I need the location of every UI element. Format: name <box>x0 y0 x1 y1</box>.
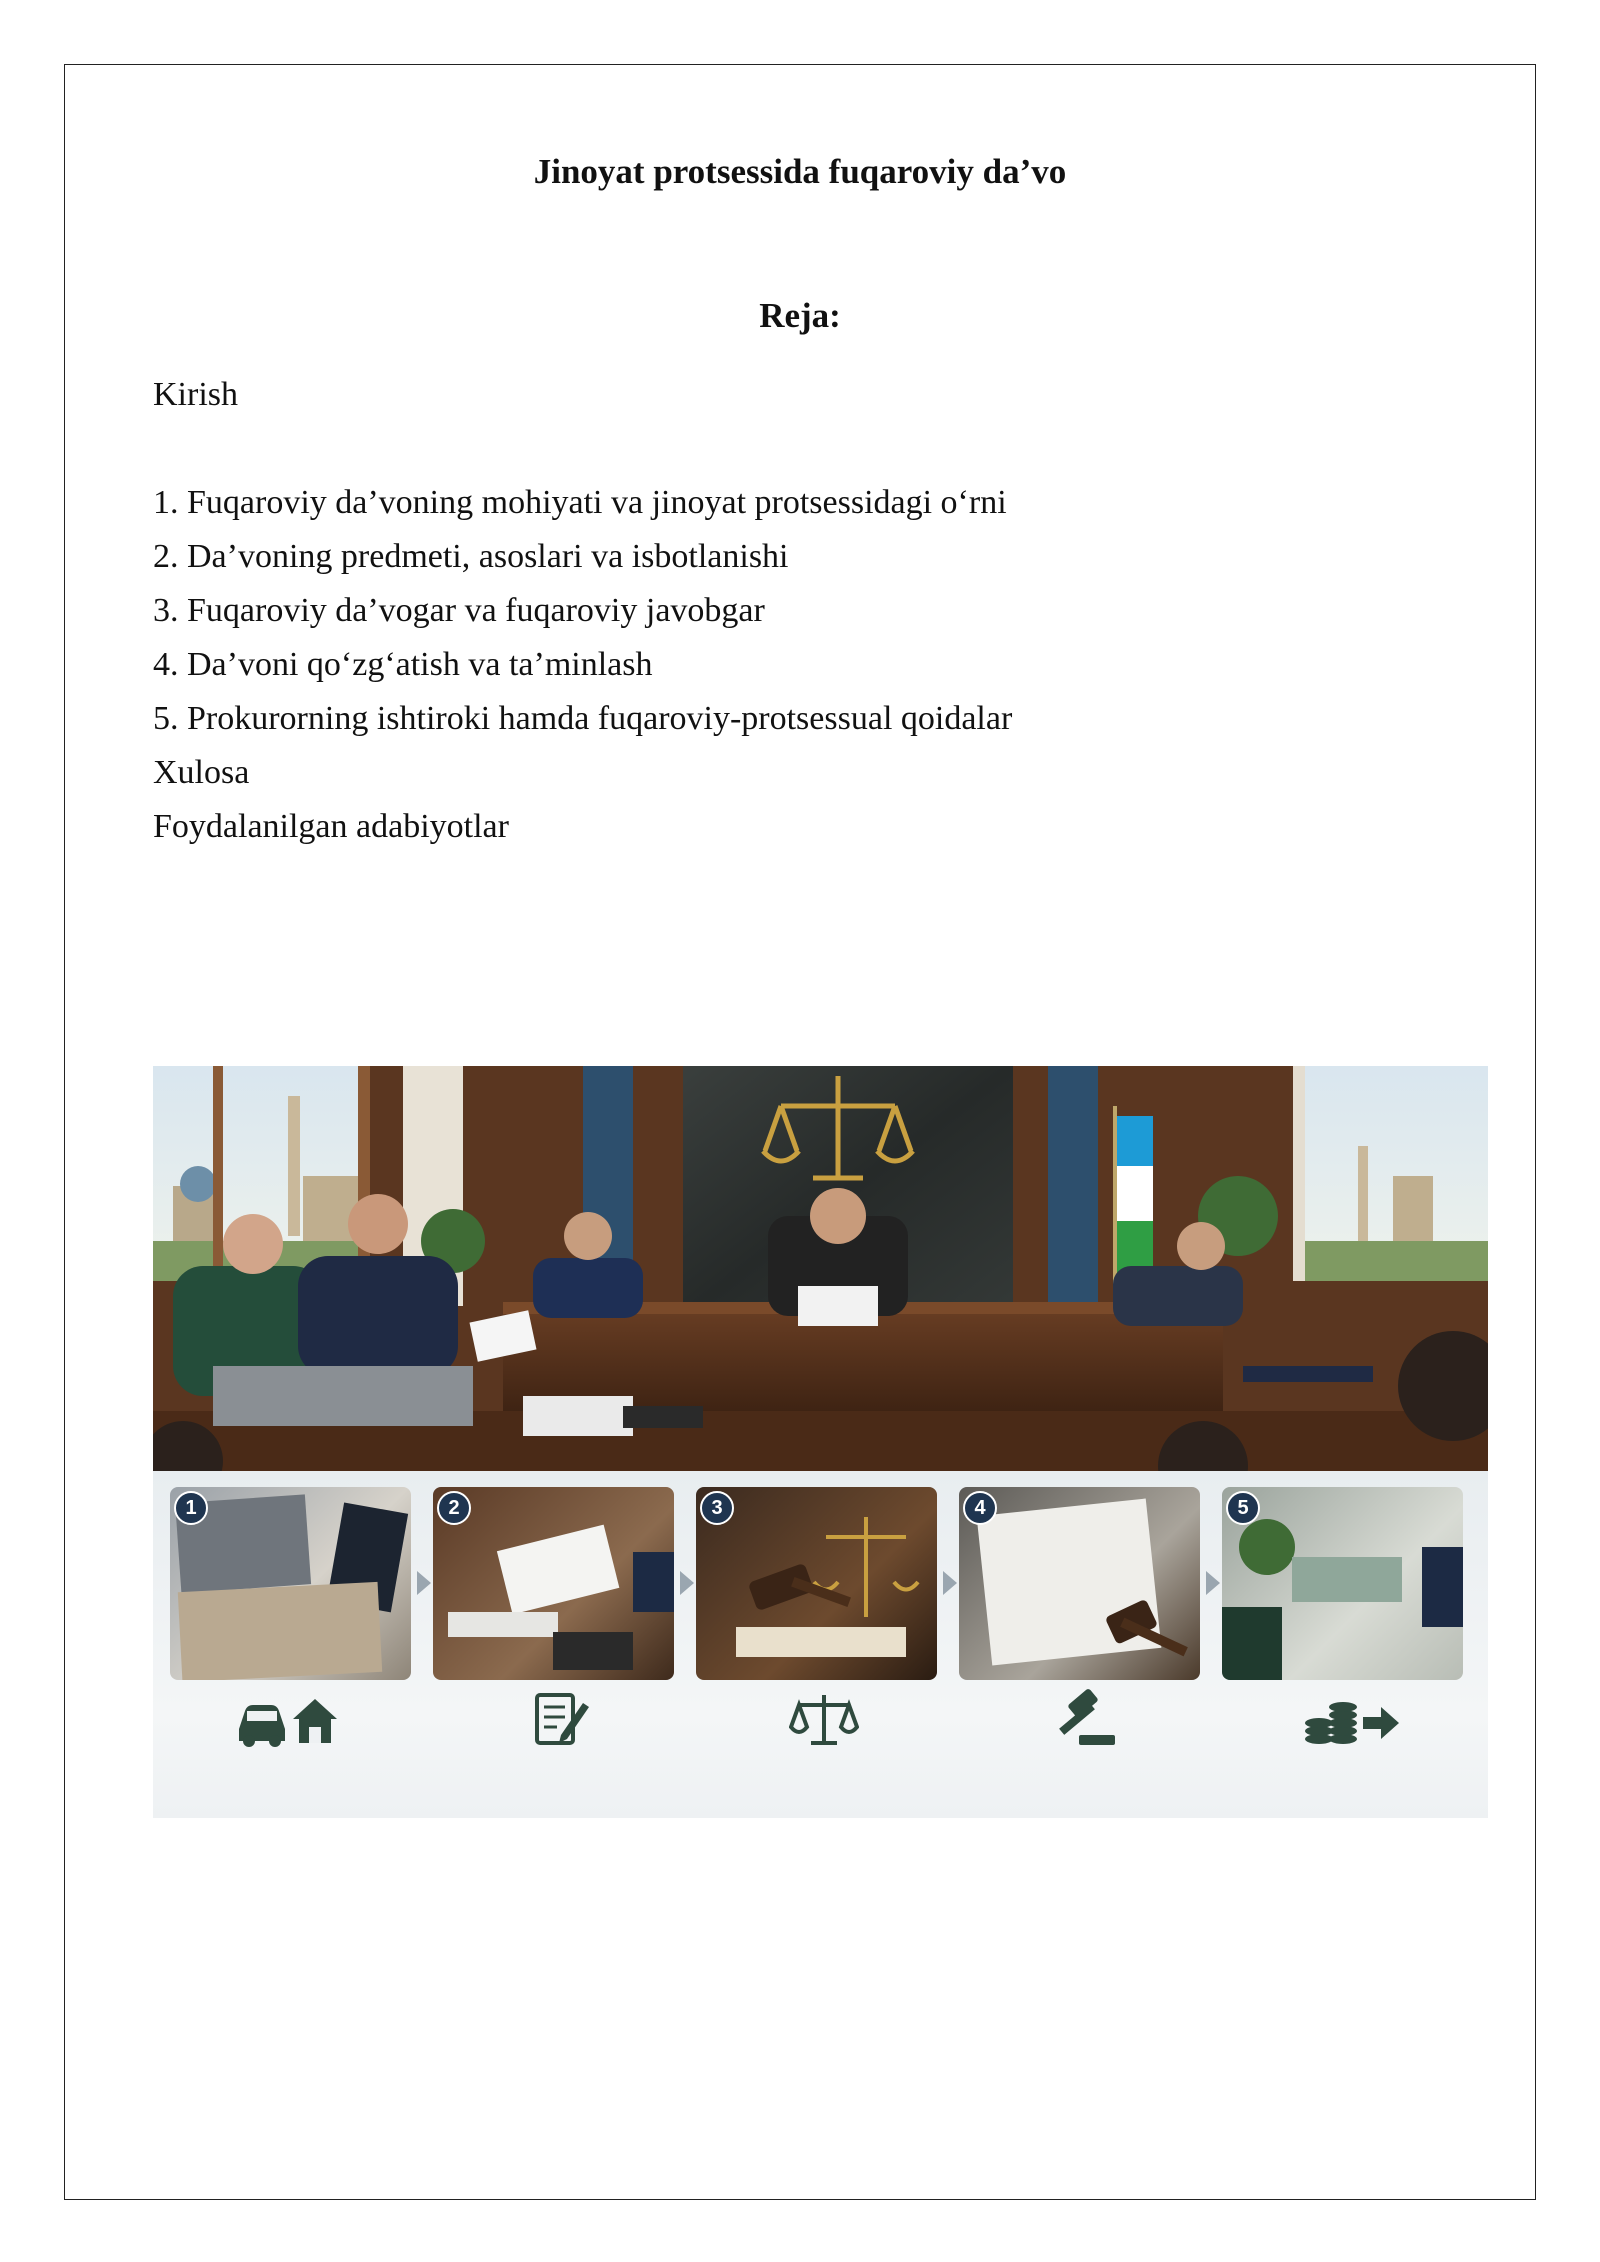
step-number-5: 5 <box>1226 1491 1260 1525</box>
step-panel-1 <box>170 1487 411 1680</box>
step-number-1: 1 <box>174 1491 208 1525</box>
document-title: Jinoyat protsessida fuqaroviy da’vo <box>533 152 1067 191</box>
step-panel-3 <box>696 1487 937 1680</box>
process-steps <box>153 1471 1488 1818</box>
gavel-icon <box>1049 1689 1119 1749</box>
plan-intro: Kirish <box>153 376 238 413</box>
step-arrow-3 <box>943 1571 957 1595</box>
scales-icon <box>789 1689 859 1749</box>
step-panel-2 <box>433 1487 674 1680</box>
step-panel-5 <box>1222 1487 1463 1680</box>
plan-item-3: 3. Fuqaroviy da’vogar va fuqaroviy javobgar <box>153 592 765 629</box>
document-pen-icon <box>531 1689 591 1749</box>
plan-item-2: 2. Da’voning predmeti, asoslari va isbotlanishi <box>153 538 789 575</box>
courtroom-illustration <box>153 1066 1488 1818</box>
plan-item-5: 5. Prokurorning ishtiroki hamda fuqaroviy-protsessual qoidalar <box>153 700 1013 737</box>
plan-references: Foydalanilgan adabiyotlar <box>153 808 509 845</box>
damage-photo <box>170 1487 411 1680</box>
gavel-scales-photo <box>696 1487 937 1680</box>
plan-heading: Reja: <box>759 296 841 335</box>
step-arrow-4 <box>1206 1571 1220 1595</box>
step-arrow-2 <box>680 1571 694 1595</box>
coins-arrow-icon <box>1303 1689 1403 1749</box>
courtroom-scene <box>153 1066 1488 1471</box>
money-transfer-photo <box>1222 1487 1463 1680</box>
plan-conclusion: Xulosa <box>153 754 250 791</box>
plan-item-4: 4. Da’voni qo‘zg‘atish va ta’minlash <box>153 646 653 683</box>
ruling-photo <box>959 1487 1200 1680</box>
step-number-4: 4 <box>963 1491 997 1525</box>
plan-item-1: 1. Fuqaroviy da’voning mohiyati va jinoyat protsessidagi o‘rni <box>153 484 1007 521</box>
car-house-icon <box>235 1689 345 1749</box>
documents-photo <box>433 1487 674 1680</box>
step-number-2: 2 <box>437 1491 471 1525</box>
step-arrow-1 <box>417 1571 431 1595</box>
step-panel-4 <box>959 1487 1200 1680</box>
step-number-3: 3 <box>700 1491 734 1525</box>
